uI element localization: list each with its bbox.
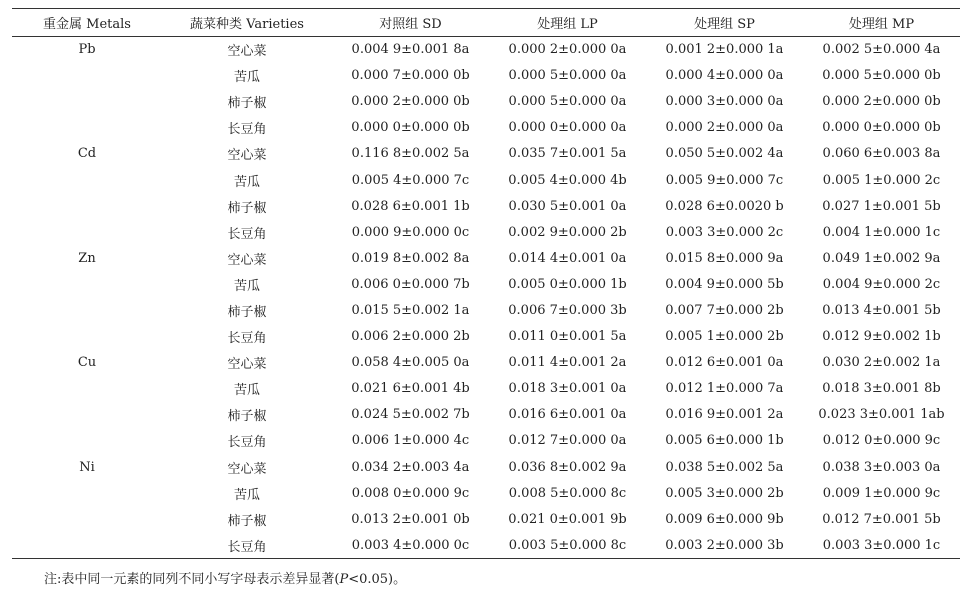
value-cell: 0.005 1±0.000 2b xyxy=(665,329,784,345)
value-cell: 0.001 2±0.000 1a xyxy=(665,42,784,58)
header-lp: 处理组 LP xyxy=(489,9,646,37)
value-cell: 0.000 4±0.000 0a xyxy=(665,68,784,84)
table-row xyxy=(12,193,960,219)
variety-cell: 空心菜 xyxy=(227,252,267,268)
variety-cell: 长豆角 xyxy=(227,435,267,451)
metal-cell: Pb xyxy=(78,42,96,58)
value-cell: 0.060 6±0.003 8a xyxy=(822,146,941,162)
value-cell: 0.005 4±0.000 7c xyxy=(351,172,470,188)
value-cell: 0.004 9±0.000 2c xyxy=(822,276,941,292)
value-cell: 0.000 7±0.000 0b xyxy=(351,68,470,84)
value-cell: 0.000 5±0.000 0a xyxy=(508,94,627,110)
value-cell: 0.005 6±0.000 1b xyxy=(665,433,784,449)
value-cell: 0.003 4±0.000 0c xyxy=(332,532,489,558)
variety-cell: 柿子椒 xyxy=(227,409,267,425)
value-cell: 0.003 5±0.000 8c xyxy=(489,532,646,558)
table-footnote xyxy=(44,568,406,587)
value-cell: 0.019 8±0.002 8a xyxy=(351,250,470,266)
value-cell: 0.021 6±0.001 4b xyxy=(351,381,470,397)
value-cell: 0.015 8±0.000 9a xyxy=(665,250,784,266)
metal-cell xyxy=(12,219,162,245)
table-row xyxy=(12,115,960,141)
table-row xyxy=(12,245,960,271)
value-cell: 0.013 2±0.001 0b xyxy=(351,511,470,527)
heavy-metal-table xyxy=(12,8,960,559)
value-cell: 0.038 3±0.003 0a xyxy=(822,459,941,475)
variety-cell: 柿子椒 xyxy=(227,513,267,529)
variety-cell: 柿子椒 xyxy=(227,96,267,112)
footnote-p-symbol: P xyxy=(339,572,349,587)
value-cell: 0.007 7±0.000 2b xyxy=(665,302,784,318)
value-cell: 0.004 9±0.001 8a xyxy=(351,42,470,58)
value-cell: 0.000 3±0.000 0a xyxy=(665,94,784,110)
value-cell: 0.005 3±0.000 2b xyxy=(665,485,784,501)
value-cell: 0.009 1±0.000 9c xyxy=(822,485,941,501)
variety-cell: 苦瓜 xyxy=(233,278,260,294)
value-cell: 0.035 7±0.001 5a xyxy=(508,146,627,162)
metal-cell xyxy=(12,89,162,115)
value-cell: 0.006 2±0.000 2b xyxy=(351,329,470,345)
table-header-row xyxy=(12,9,960,37)
variety-cell: 空心菜 xyxy=(227,148,267,164)
value-cell: 0.006 7±0.000 3b xyxy=(508,302,627,318)
variety-cell: 空心菜 xyxy=(227,461,267,477)
value-cell: 0.028 6±0.0020 b xyxy=(665,198,784,214)
variety-cell: 柿子椒 xyxy=(227,200,267,216)
value-cell: 0.005 9±0.000 7c xyxy=(665,172,784,188)
table-row xyxy=(12,402,960,428)
value-cell: 0.027 1±0.001 5b xyxy=(822,198,941,214)
value-cell: 0.006 0±0.000 7b xyxy=(351,276,470,292)
value-cell: 0.000 0±0.000 0b xyxy=(822,120,941,136)
value-cell: 0.038 5±0.002 5a xyxy=(665,459,784,475)
value-cell: 0.009 6±0.000 9b xyxy=(665,511,784,527)
value-cell: 0.012 0±0.000 9c xyxy=(822,433,941,449)
value-cell: 0.030 5±0.001 0a xyxy=(508,198,627,214)
metal-cell xyxy=(12,376,162,402)
value-cell: 0.034 2±0.003 4a xyxy=(351,459,470,475)
header-mp: 处理组 MP xyxy=(803,9,960,37)
value-cell: 0.016 6±0.001 0a xyxy=(508,407,627,423)
table-row xyxy=(12,167,960,193)
value-cell: 0.003 3±0.000 1c xyxy=(803,532,960,558)
value-cell: 0.000 2±0.000 0a xyxy=(508,42,627,58)
value-cell: 0.000 2±0.000 0b xyxy=(822,94,941,110)
table-row xyxy=(12,506,960,532)
value-cell: 0.000 5±0.000 0a xyxy=(508,68,627,84)
header-varieties: 蔬菜种类 Varieties xyxy=(162,9,332,37)
variety-cell: 苦瓜 xyxy=(233,383,260,399)
value-cell: 0.012 9±0.002 1b xyxy=(822,329,941,345)
table-row xyxy=(12,89,960,115)
variety-cell: 空心菜 xyxy=(227,357,267,373)
value-cell: 0.012 6±0.001 0a xyxy=(665,355,784,371)
variety-cell: 长豆角 xyxy=(227,122,267,138)
value-cell: 0.002 9±0.000 2b xyxy=(508,224,627,240)
value-cell: 0.015 5±0.002 1a xyxy=(351,302,470,318)
value-cell: 0.036 8±0.002 9a xyxy=(508,459,627,475)
variety-cell: 苦瓜 xyxy=(233,70,260,86)
table-row xyxy=(12,532,960,558)
variety-cell: 空心菜 xyxy=(227,44,267,60)
metal-cell xyxy=(12,297,162,323)
value-cell: 0.011 4±0.001 2a xyxy=(508,355,627,371)
value-cell: 0.004 1±0.000 1c xyxy=(822,224,941,240)
table-row xyxy=(12,454,960,480)
metal-cell: Cd xyxy=(77,146,97,162)
header-sd: 对照组 SD xyxy=(332,9,489,37)
value-cell: 0.012 7±0.001 5b xyxy=(822,511,941,527)
metal-cell: Ni xyxy=(79,459,95,475)
table-row xyxy=(12,428,960,454)
metal-cell xyxy=(12,167,162,193)
variety-cell: 长豆角 xyxy=(162,532,332,558)
value-cell: 0.023 3±0.001 1ab xyxy=(818,407,945,423)
footnote-suffix: <0.05)。 xyxy=(348,572,407,587)
value-cell: 0.016 9±0.001 2a xyxy=(665,407,784,423)
value-cell: 0.021 0±0.001 9b xyxy=(508,511,627,527)
table-row xyxy=(12,63,960,89)
header-sp: 处理组 SP xyxy=(646,9,803,37)
value-cell: 0.058 4±0.005 0a xyxy=(351,355,470,371)
metal-cell xyxy=(12,193,162,219)
value-cell: 0.005 0±0.000 1b xyxy=(508,276,627,292)
value-cell: 0.012 1±0.000 7a xyxy=(665,381,784,397)
metal-cell xyxy=(12,271,162,297)
value-cell: 0.005 1±0.000 2c xyxy=(822,172,941,188)
value-cell: 0.003 2±0.000 3b xyxy=(646,532,803,558)
value-cell: 0.000 9±0.000 0c xyxy=(351,224,470,240)
variety-cell: 长豆角 xyxy=(227,331,267,347)
table-row xyxy=(12,324,960,350)
variety-cell: 苦瓜 xyxy=(233,174,260,190)
table-body xyxy=(12,37,960,559)
value-cell: 0.000 0±0.000 0a xyxy=(508,120,627,136)
value-cell: 0.004 9±0.000 5b xyxy=(665,276,784,292)
variety-cell: 长豆角 xyxy=(227,226,267,242)
header-metals: 重金属 Metals xyxy=(12,9,162,37)
metal-cell xyxy=(12,480,162,506)
table-row xyxy=(12,480,960,506)
table-row xyxy=(12,141,960,167)
value-cell: 0.024 5±0.002 7b xyxy=(351,407,470,423)
variety-cell: 柿子椒 xyxy=(227,304,267,320)
metal-cell xyxy=(12,428,162,454)
value-cell: 0.049 1±0.002 9a xyxy=(822,250,941,266)
metal-cell xyxy=(12,63,162,89)
value-cell: 0.014 4±0.001 0a xyxy=(508,250,627,266)
value-cell: 0.028 6±0.001 1b xyxy=(351,198,470,214)
value-cell: 0.050 5±0.002 4a xyxy=(665,146,784,162)
value-cell: 0.008 5±0.000 8c xyxy=(508,485,627,501)
table-row xyxy=(12,37,960,63)
metal-cell xyxy=(12,532,162,558)
value-cell: 0.002 5±0.000 4a xyxy=(822,42,941,58)
value-cell: 0.011 0±0.001 5a xyxy=(508,329,627,345)
value-cell: 0.000 2±0.000 0a xyxy=(665,120,784,136)
value-cell: 0.000 2±0.000 0b xyxy=(351,94,470,110)
footnote-prefix: 注:表中同一元素的同列不同小写字母表示差异显著( xyxy=(44,572,340,587)
table-row xyxy=(12,219,960,245)
table-row xyxy=(12,350,960,376)
value-cell: 0.012 7±0.000 0a xyxy=(508,433,627,449)
metal-cell xyxy=(12,402,162,428)
value-cell: 0.006 1±0.000 4c xyxy=(351,433,470,449)
variety-cell: 苦瓜 xyxy=(233,487,260,503)
table-row xyxy=(12,376,960,402)
value-cell: 0.116 8±0.002 5a xyxy=(351,146,470,162)
value-cell: 0.013 4±0.001 5b xyxy=(822,302,941,318)
metal-cell xyxy=(12,115,162,141)
table-row xyxy=(12,271,960,297)
table-row xyxy=(12,297,960,323)
value-cell: 0.030 2±0.002 1a xyxy=(822,355,941,371)
metal-cell: Cu xyxy=(77,355,97,371)
value-cell: 0.005 4±0.000 4b xyxy=(508,172,627,188)
value-cell: 0.000 5±0.000 0b xyxy=(822,68,941,84)
metal-cell xyxy=(12,324,162,350)
value-cell: 0.000 0±0.000 0b xyxy=(351,120,470,136)
value-cell: 0.003 3±0.000 2c xyxy=(665,224,784,240)
value-cell: 0.018 3±0.001 0a xyxy=(508,381,627,397)
metal-cell xyxy=(12,506,162,532)
metal-cell: Zn xyxy=(78,250,96,266)
value-cell: 0.008 0±0.000 9c xyxy=(351,485,470,501)
value-cell: 0.018 3±0.001 8b xyxy=(822,381,941,397)
